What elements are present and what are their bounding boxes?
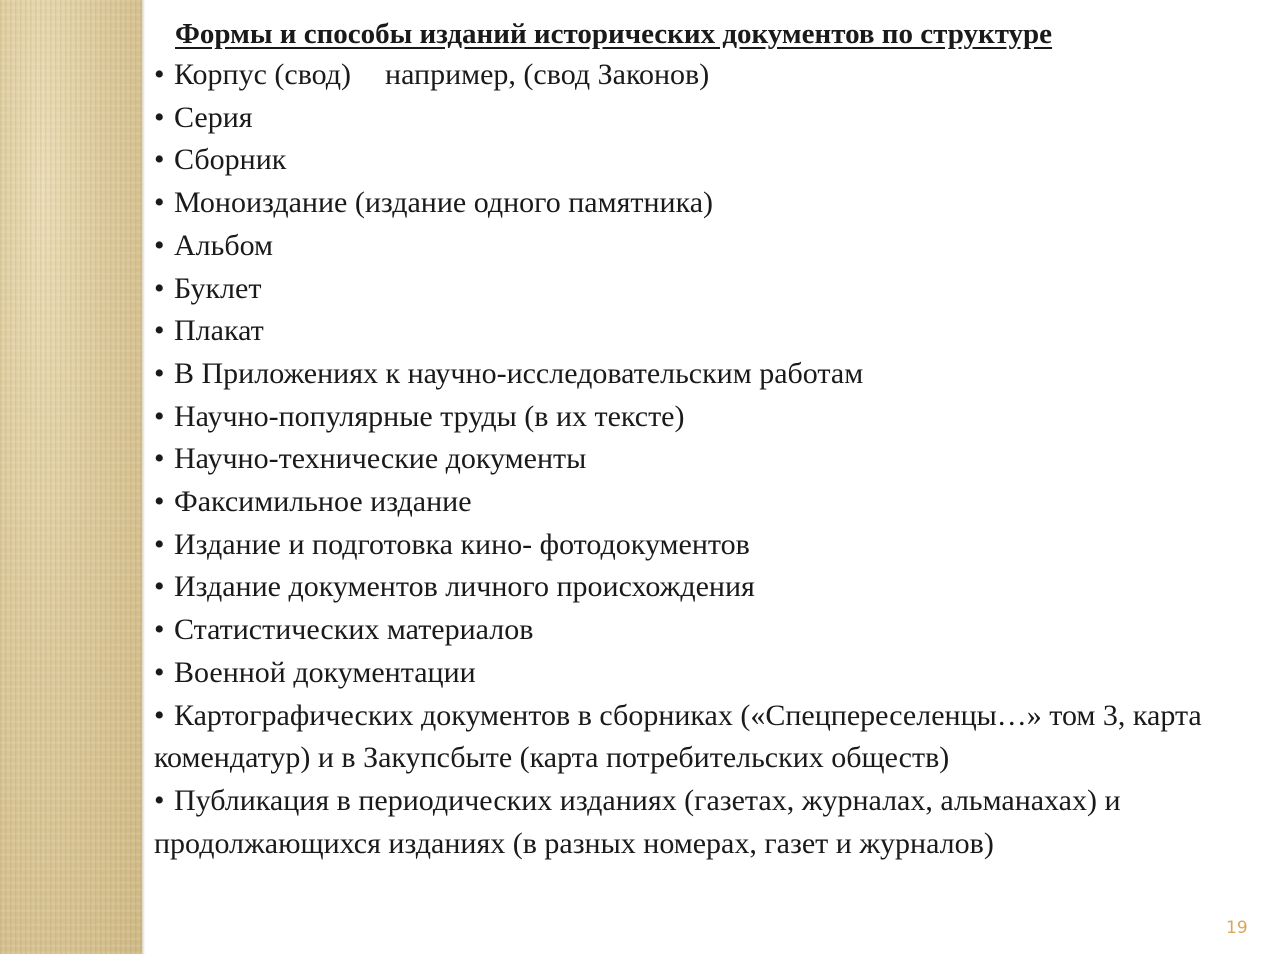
decorative-sidebar bbox=[0, 0, 142, 954]
bullet-icon: • bbox=[154, 399, 165, 433]
bullet-icon: • bbox=[154, 100, 165, 134]
list-item bbox=[154, 396, 1254, 439]
slide-content bbox=[154, 14, 1254, 865]
list-item bbox=[154, 139, 1254, 182]
list-item-label: В Приложениях к научно-исследовательским работам bbox=[174, 356, 864, 390]
list-item-label: Буклет bbox=[174, 271, 262, 305]
list-item-label: Факсимильное издание bbox=[174, 485, 472, 519]
bullet-icon: • bbox=[154, 655, 165, 689]
list-item bbox=[154, 182, 1254, 225]
list-item bbox=[154, 695, 1254, 780]
bullet-icon: • bbox=[154, 485, 165, 519]
list-item-label: Серия bbox=[174, 100, 253, 134]
list-item-label: Сборник bbox=[174, 143, 287, 177]
list-item-example: например, (свод Законов) bbox=[385, 58, 710, 91]
list-item bbox=[154, 524, 1254, 567]
list-item-label: Военной документации bbox=[174, 655, 476, 689]
list-item-label: Издание и подготовка кино- фотодокументов bbox=[174, 527, 750, 561]
list-item-label: Картографических документов в сборниках («Спецпереселенцы…» том 3, карта комендатур) и в Закупсбыте (карта потребительских обществ) bbox=[154, 698, 1202, 775]
page-number: 19 bbox=[1226, 918, 1248, 938]
list-item bbox=[154, 268, 1254, 311]
list-item-label: Научно-технические документы bbox=[174, 442, 587, 476]
bullet-icon: • bbox=[154, 314, 165, 348]
list-item bbox=[154, 310, 1254, 353]
bullet-icon: • bbox=[154, 58, 165, 91]
bullet-icon: • bbox=[154, 783, 165, 817]
list-item bbox=[154, 54, 1254, 97]
publication-forms-list bbox=[154, 54, 1254, 865]
bullet-icon: • bbox=[154, 527, 165, 561]
bullet-icon: • bbox=[154, 228, 165, 262]
bullet-icon: • bbox=[154, 698, 165, 732]
list-item-label: Альбом bbox=[174, 228, 273, 262]
bullet-icon: • bbox=[154, 356, 165, 390]
list-item bbox=[154, 225, 1254, 268]
bullet-icon: • bbox=[154, 613, 165, 647]
bullet-icon: • bbox=[154, 570, 165, 604]
bullet-icon: • bbox=[154, 143, 165, 177]
list-item-label: Научно-популярные труды (в их тексте) bbox=[174, 399, 685, 433]
list-item-label: Моноиздание (издание одного памятника) bbox=[174, 186, 714, 220]
list-item bbox=[154, 780, 1254, 865]
list-item bbox=[154, 652, 1254, 695]
list-item bbox=[154, 566, 1254, 609]
list-item-label: Публикация в периодических изданиях (газетах, журналах, альманахах) и продолжающихся изданиях (в разных номерах, газет и журналов) bbox=[154, 783, 1121, 860]
list-item bbox=[154, 438, 1254, 481]
list-item bbox=[154, 481, 1254, 524]
list-item-label: Корпус (свод) bbox=[174, 58, 352, 91]
list-item bbox=[154, 609, 1254, 652]
list-item bbox=[154, 353, 1254, 396]
list-item-label: Издание документов личного происхождения bbox=[174, 570, 755, 604]
list-item-label: Плакат bbox=[174, 314, 264, 348]
bullet-icon: • bbox=[154, 442, 165, 476]
slide-title: Формы и способы изданий исторических документов по структуре bbox=[175, 18, 1053, 50]
bullet-icon: • bbox=[154, 186, 165, 220]
bullet-icon: • bbox=[154, 271, 165, 305]
list-item bbox=[154, 97, 1254, 140]
list-item-label: Статистических материалов bbox=[174, 613, 534, 647]
sidebar-edge bbox=[142, 0, 145, 954]
